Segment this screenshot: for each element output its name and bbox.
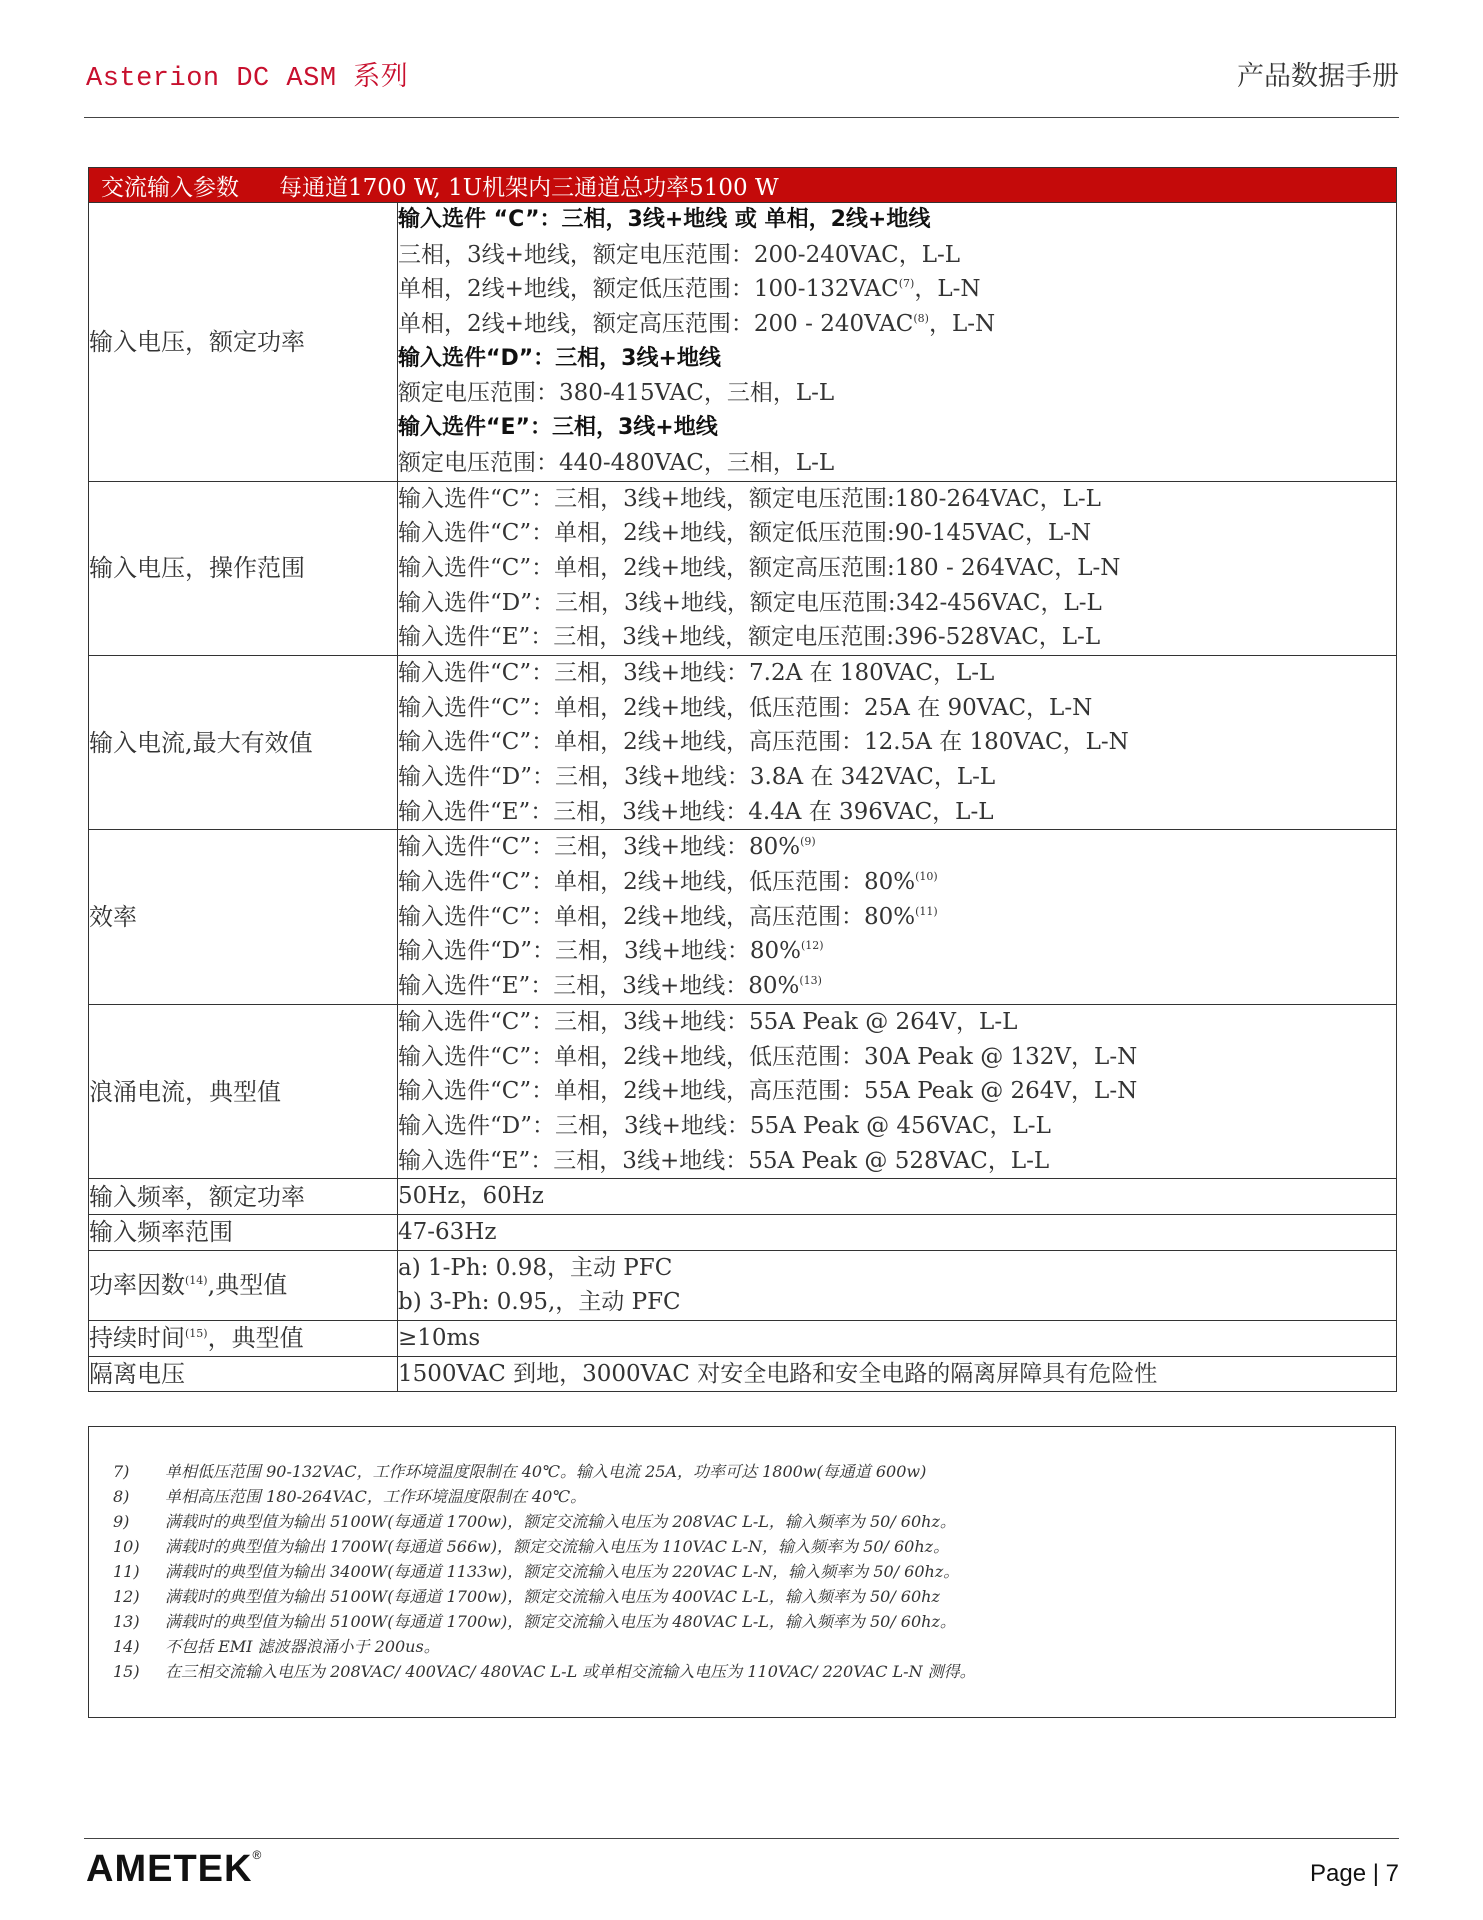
value-text: 输入选件“D”：三相，3线+地线 (398, 345, 721, 371)
row-label: 输入频率，额定功率 (89, 1182, 305, 1211)
value-line (398, 656, 1396, 691)
table-row (89, 830, 1397, 1004)
value-text: 输入选件“C”：单相，2线+地线，低压范围：80% (398, 869, 916, 896)
row-label-cell (89, 1214, 398, 1250)
row-value-cell (398, 830, 1397, 1004)
value-text: 输入选件“E”：三相，3线+地线：55A Peak @ 528VAC，L-L (398, 1147, 1050, 1174)
footnote (113, 1459, 1395, 1484)
value-line (398, 760, 1396, 795)
value-text: 输入选件“C”：单相，2线+地线，低压范围：30A Peak @ 132V，L-N (398, 1043, 1138, 1070)
footnote-ref: (11) (915, 904, 938, 918)
value-text: 1500VAC 到地，3000VAC 对安全电路和安全电路的隔离屏障具有危险性 (398, 1360, 1158, 1387)
value-text: 输入选件“D”：三相，3线+地线：55A Peak @ 456VAC，L-L (398, 1112, 1051, 1139)
row-label-cell (89, 655, 398, 829)
header-divider (84, 117, 1399, 118)
footnote-ref: (10) (915, 870, 938, 884)
footnote-ref: (15) (185, 1327, 208, 1341)
table-row (89, 1321, 1397, 1357)
row-label: 输入电流,最大有效值 (89, 728, 313, 757)
footnote-number: 8) (113, 1487, 130, 1506)
footnote-number: 12) (113, 1587, 140, 1606)
value-text: a) 1-Ph: 0.98，主动 PFC (398, 1254, 673, 1281)
table-title-row (89, 168, 1397, 203)
table-row (89, 1179, 1397, 1215)
page-number: Page | 7 (1310, 1860, 1399, 1887)
table-row (89, 1356, 1397, 1392)
footnote (113, 1534, 1395, 1559)
row-label-suffix: ,典型值 (207, 1271, 288, 1300)
logo-text: AMETEK (86, 1848, 253, 1890)
table-row (89, 655, 1397, 829)
row-label-suffix: ，典型值 (207, 1324, 304, 1353)
value-line (398, 411, 1396, 446)
footnote-number: 9) (113, 1512, 130, 1531)
value-line (398, 307, 1396, 342)
footnote-text: 满载时的典型值为输出 5100W(每通道 1700w)，额定交流输入电压为 208VAC L-L，输入频率为 50/ 60hz。 (165, 1512, 956, 1531)
footnote-number: 10) (113, 1537, 140, 1556)
value-line (398, 342, 1396, 377)
row-label: 输入频率范围 (89, 1218, 233, 1247)
value-line (398, 482, 1396, 517)
footnote-text: 单相高压范围 180-264VAC，工作环境温度限制在 40℃。 (165, 1487, 587, 1506)
value-line (398, 376, 1396, 411)
value-text: 三相，3线+地线，额定电压范围：200-240VAC，L-L (398, 241, 961, 268)
row-label: 持续时间 (89, 1324, 185, 1353)
row-value-cell (398, 203, 1397, 482)
footnote-text: 单相低压范围 90-132VAC，工作环境温度限制在 40℃。输入电流 25A，功率可达 1800w(每通道 600w) (165, 1462, 927, 1481)
value-line (398, 934, 1396, 969)
table-row (89, 1004, 1397, 1178)
row-value-cell (398, 1321, 1397, 1357)
value-text: 输入选件“E”：三相，3线+地线，额定电压范围:396-528VAC，L-L (398, 624, 1101, 651)
value-text: 输入选件“C”：单相，2线+地线，高压范围：12.5A 在 180VAC，L-N (398, 729, 1129, 756)
table-row (89, 203, 1397, 482)
footnote-number: 7) (113, 1462, 130, 1481)
footnote-number: 15) (113, 1662, 140, 1681)
value-line (398, 1251, 1396, 1286)
ametek-logo (86, 1848, 262, 1891)
footnotes-box (88, 1426, 1396, 1718)
value-text: 输入选件“E”：三相，3线+地线：80% (398, 973, 800, 1000)
row-label-cell (89, 830, 398, 1004)
value-text: 额定电压范围：380-415VAC，三相，L-L (398, 380, 835, 407)
value-line (398, 1005, 1396, 1040)
value-text: ≥10ms (398, 1325, 481, 1351)
footnote-text: 满载时的典型值为输出 1700W(每通道 566w)，额定交流输入电压为 110VAC L-N，输入频率为 50/ 60hz。 (165, 1537, 950, 1556)
row-label-cell (89, 1250, 398, 1320)
footnote (113, 1559, 1395, 1584)
value-line (398, 691, 1396, 726)
row-value-cell (398, 1214, 1397, 1250)
logo-registered-mark: ® (252, 1848, 263, 1862)
row-value-cell (398, 1004, 1397, 1178)
value-line (398, 1285, 1396, 1320)
footnote-text: 满载时的典型值为输出 3400W(每通道 1133w)，额定交流输入电压为 220VAC L-N，输入频率为 50/ 60hz。 (165, 1562, 960, 1581)
table-row (89, 1214, 1397, 1250)
footnote-number: 11) (113, 1562, 140, 1581)
value-line (398, 516, 1396, 551)
value-line (398, 865, 1396, 900)
value-line (398, 969, 1396, 1004)
value-text: 额定电压范围：440-480VAC，三相，L-L (398, 449, 835, 476)
value-text: 输入选件“D”：三相，3线+地线：80% (398, 938, 801, 965)
value-line (398, 900, 1396, 935)
header-document-title: 产品数据手册 (1237, 61, 1399, 92)
row-label: 隔离电压 (89, 1360, 185, 1389)
footnote (113, 1659, 1395, 1684)
footnote (113, 1634, 1395, 1659)
footnote-number: 14) (113, 1637, 140, 1656)
table-row (89, 1250, 1397, 1320)
value-line (398, 1074, 1396, 1109)
footnote-ref: (7) (898, 277, 915, 291)
value-text: 输入选件“E”：三相，3线+地线：4.4A 在 396VAC，L-L (398, 798, 994, 825)
row-label-cell (89, 1356, 398, 1392)
value-text: 输入选件“C”：单相，2线+地线，高压范围：55A Peak @ 264V，L-N (398, 1078, 1138, 1105)
row-label: 功率因数 (89, 1271, 185, 1300)
value-text: 47-63Hz (398, 1218, 497, 1245)
value-line (398, 795, 1396, 830)
value-text: 输入选件“E”：三相，3线+地线 (398, 415, 718, 441)
value-text: 输入选件“C”：单相，2线+地线，额定高压范围:180 - 264VAC，L-N (398, 554, 1121, 581)
value-text: 输入选件“C”：三相，3线+地线：7.2A 在 180VAC，L-L (398, 659, 995, 686)
value-line (398, 238, 1396, 273)
row-label: 输入电压，额定功率 (89, 327, 305, 356)
value-text: 单相，2线+地线，额定高压范围：200 - 240VAC (398, 311, 914, 338)
footnote-ref: (12) (800, 939, 824, 953)
row-value-cell (398, 1179, 1397, 1215)
table-row (89, 481, 1397, 655)
row-value-cell (398, 1250, 1397, 1320)
value-text: 输入选件“C”：单相，2线+地线，高压范围：80% (398, 903, 916, 930)
value-line (398, 1109, 1396, 1144)
footnote-ref: (14) (185, 1274, 208, 1288)
table-title: 交流输入参数 (101, 174, 239, 201)
value-line (398, 1179, 1396, 1214)
table-title-cell (89, 168, 1397, 203)
value-line (398, 551, 1396, 586)
value-text: 50Hz，60Hz (398, 1183, 544, 1210)
value-text: b) 3-Ph: 0.95,，主动 PFC (398, 1289, 681, 1316)
value-line (398, 203, 1396, 238)
row-label-cell (89, 1321, 398, 1357)
value-text: 输入选件“C”：单相，2线+地线，额定低压范围:90-145VAC，L-N (398, 520, 1092, 547)
row-label-cell (89, 203, 398, 482)
footnote-text: 满载时的典型值为输出 5100W(每通道 1700w)，额定交流输入电压为 400VAC L-L，输入频率为 50/ 60hz (165, 1587, 940, 1606)
value-suffix: ，L-N (914, 276, 981, 303)
value-text: 输入选件“D”：三相，3线+地线，额定电压范围:342-456VAC，L-L (398, 589, 1102, 616)
value-line (398, 1040, 1396, 1075)
row-label-cell (89, 1179, 398, 1215)
value-text: 输入选件“D”：三相，3线+地线：3.8A 在 342VAC，L-L (398, 764, 996, 790)
value-suffix: ，L-N (928, 311, 996, 338)
ac-input-spec-table (88, 167, 1397, 1392)
header-product-title: Asterion DC ASM 系列 (86, 64, 409, 94)
footnote-text: 在三相交流输入电压为 208VAC/ 400VAC/ 480VAC L-L 或单相交流输入电压为 110VAC/ 220VAC L-N 测得。 (165, 1662, 976, 1681)
footnote (113, 1609, 1395, 1634)
value-line (398, 830, 1396, 865)
footnote (113, 1584, 1395, 1609)
value-text: 输入选件“C”：三相，3线+地线，额定电压范围:180-264VAC，L-L (398, 485, 1101, 512)
footnote-number: 13) (113, 1612, 140, 1631)
footnote-text: 不包括 EMI 滤波器浪涌小于 200us。 (165, 1637, 440, 1656)
row-label: 浪涌电流，典型值 (89, 1077, 281, 1106)
value-line (398, 620, 1396, 655)
row-label: 输入电压，操作范围 (89, 554, 305, 583)
row-value-cell (398, 1356, 1397, 1392)
value-line (398, 1215, 1396, 1250)
footer-divider (84, 1838, 1399, 1839)
value-line (398, 1144, 1396, 1179)
footnote-ref: (13) (799, 974, 822, 988)
value-line (398, 725, 1396, 760)
footnote (113, 1484, 1395, 1509)
footnote-ref: (9) (800, 835, 816, 849)
value-text: 单相，2线+地线，额定低压范围：100-132VAC (398, 276, 899, 303)
table-title-detail: 每通道1700 W, 1U机架内三通道总功率5100 W (279, 174, 779, 201)
value-line (398, 446, 1396, 481)
value-text: 输入选件“C”：三相，3线+地线：55A Peak @ 264V，L-L (398, 1008, 1018, 1035)
value-line (398, 272, 1396, 307)
row-value-cell (398, 481, 1397, 655)
row-value-cell (398, 655, 1397, 829)
value-line (398, 586, 1396, 621)
footnote-ref: (8) (913, 312, 929, 326)
value-text: 输入选件“C”：三相，3线+地线：80% (398, 834, 801, 861)
value-line (398, 1357, 1396, 1392)
footnote-text: 满载时的典型值为输出 5100W(每通道 1700w)，额定交流输入电压为 480VAC L-L，输入频率为 50/ 60hz。 (165, 1612, 956, 1631)
row-label: 效率 (89, 903, 137, 932)
value-text: 输入选件 “C”：三相，3线+地线 或 单相，2线+地线 (398, 207, 931, 232)
value-line (398, 1321, 1396, 1356)
row-label-cell (89, 481, 398, 655)
value-text: 输入选件“C”：单相，2线+地线，低压范围：25A 在 90VAC，L-N (398, 694, 1093, 721)
footnote (113, 1509, 1395, 1534)
row-label-cell (89, 1004, 398, 1178)
